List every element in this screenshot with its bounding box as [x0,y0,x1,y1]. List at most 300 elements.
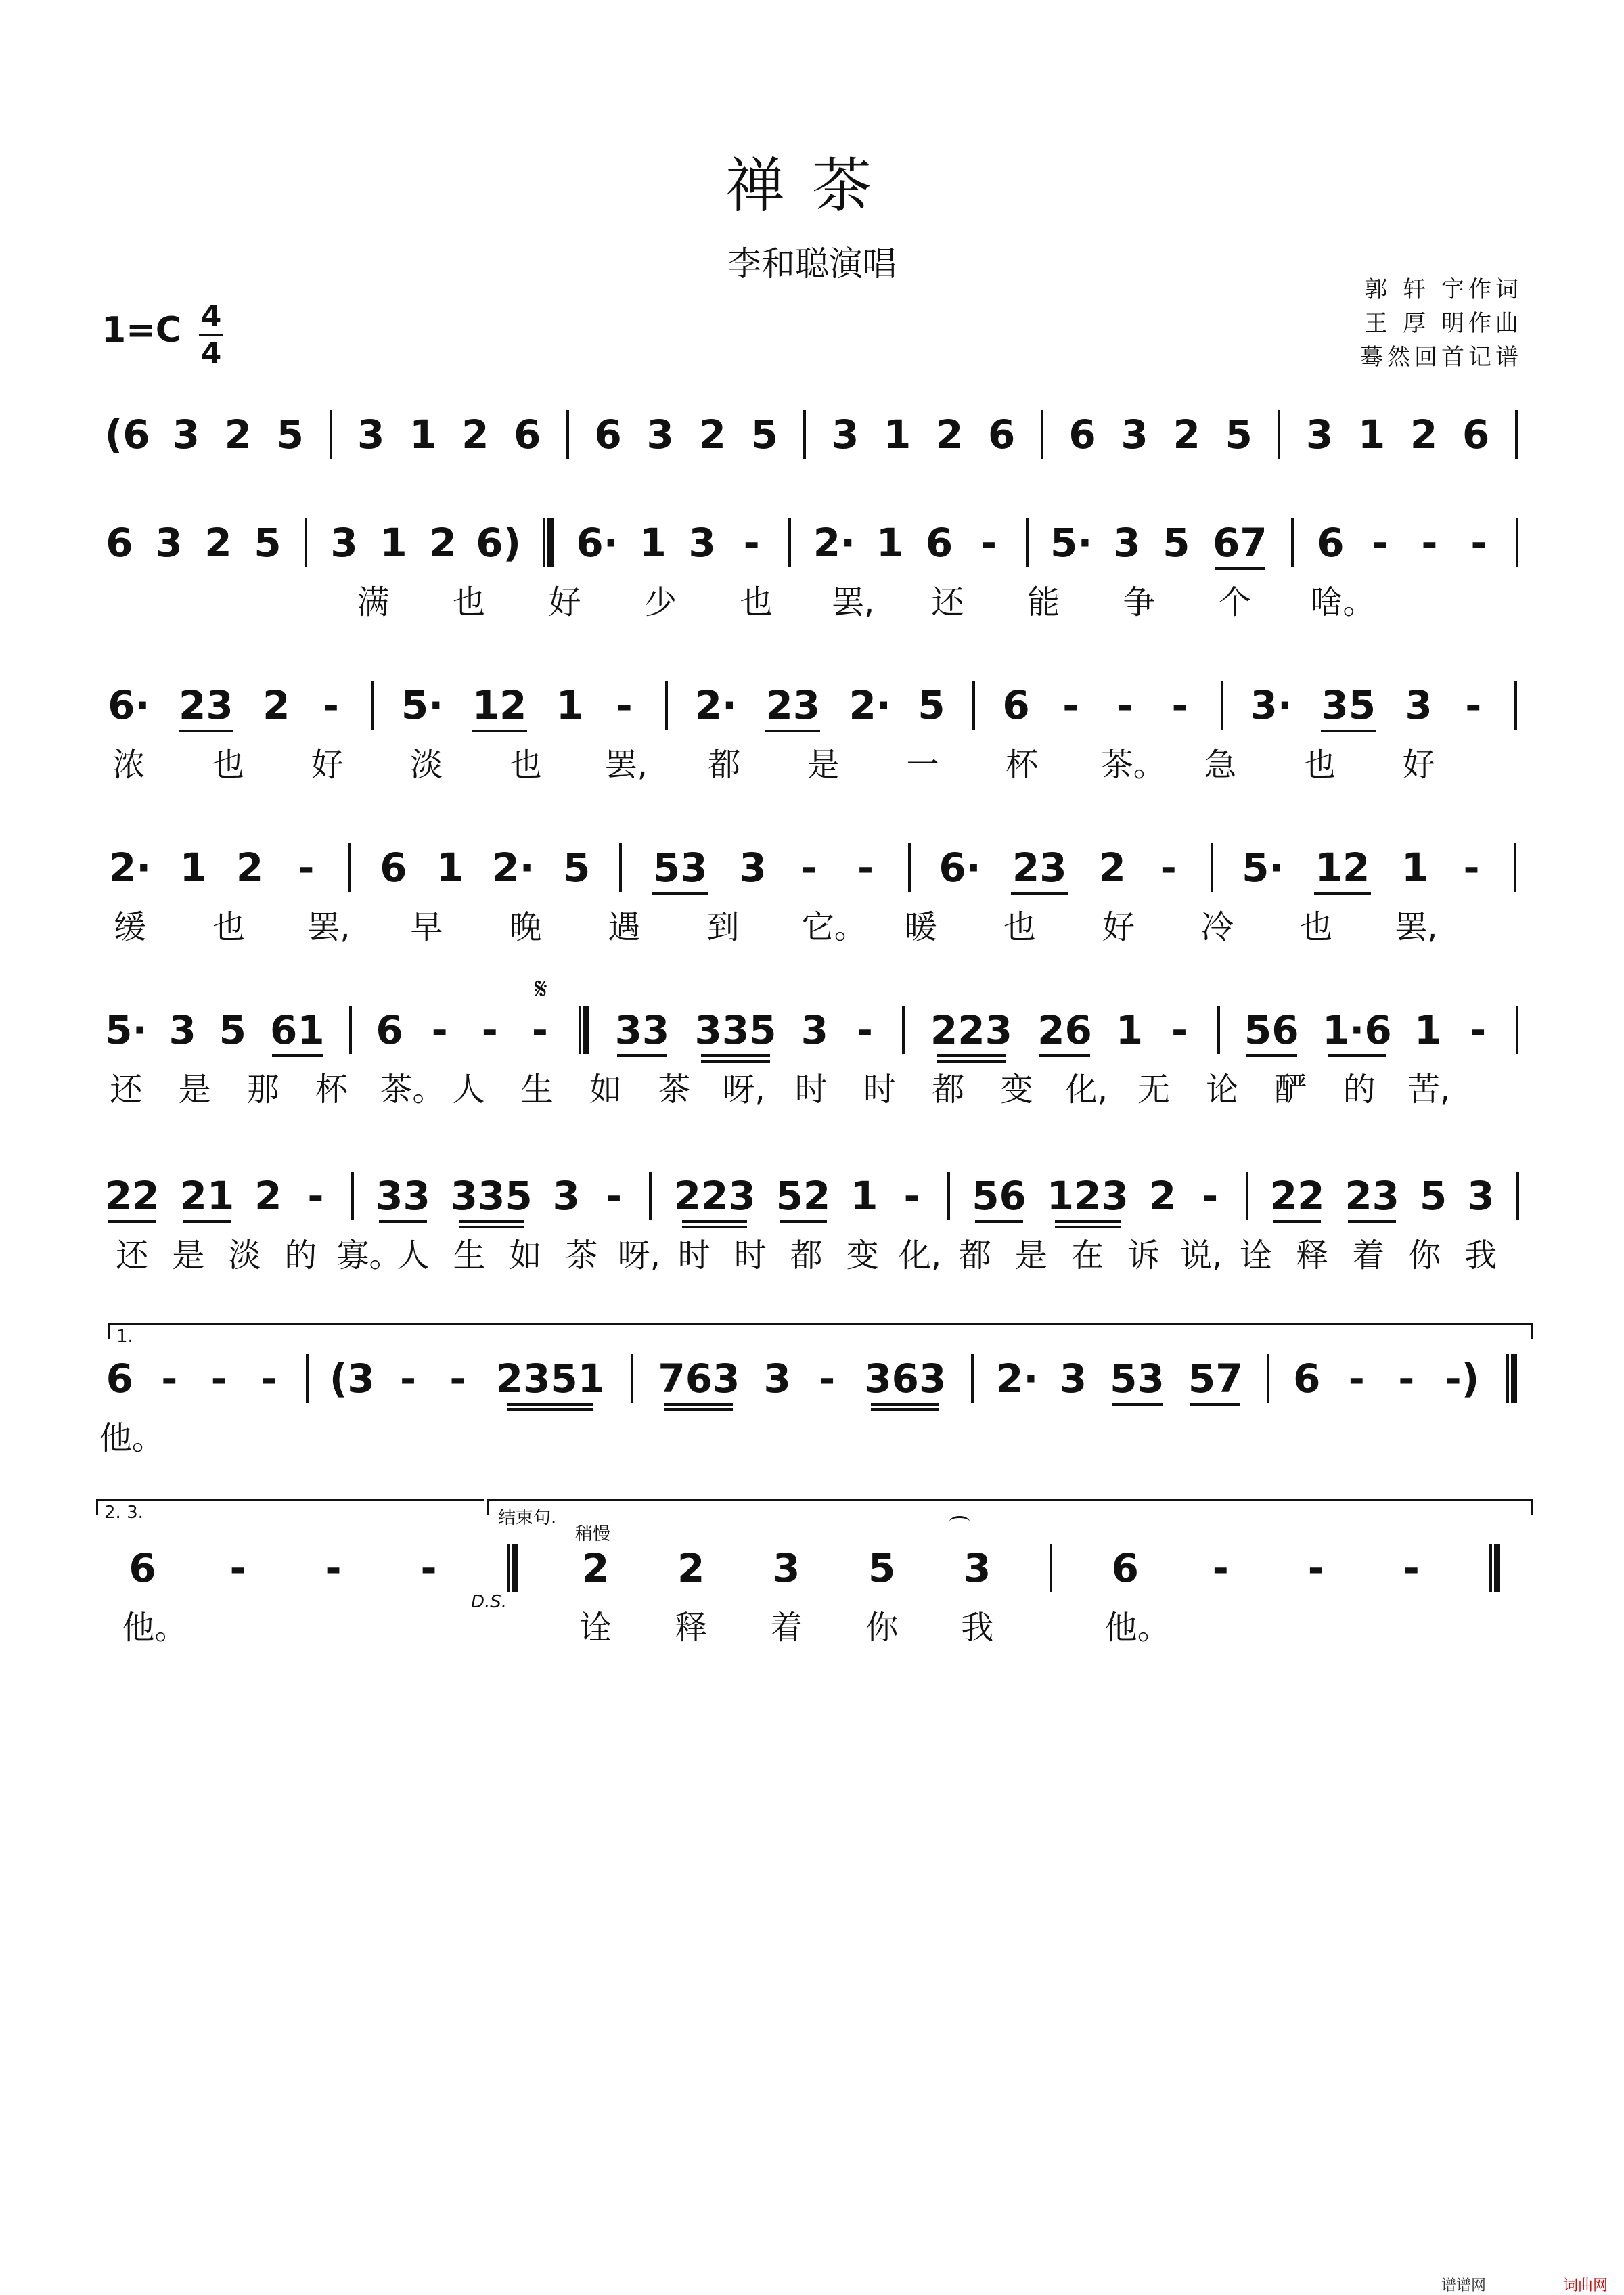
beam-underline [780,1220,828,1223]
note: 3 [964,1545,991,1591]
note: (3 [329,1356,375,1402]
dash-extension: - [1171,1007,1188,1053]
note: 1 [876,520,904,566]
note: 223 [673,1173,756,1219]
lyric-char: 他。 [1104,1609,1170,1647]
dash-extension: - [1470,520,1487,566]
note: 52 [775,1173,831,1219]
note: 223 [930,1007,1012,1053]
note: 2 [582,1545,610,1591]
note: 3 [646,411,674,458]
note: 3 [773,1545,800,1591]
dash-extension: - [481,1007,498,1053]
note: 763 [658,1356,740,1402]
note: 5· [401,682,444,728]
beam-underline [459,1226,524,1228]
dash-extension: - [819,1356,836,1402]
bar-line [1514,681,1517,730]
note: 5 [1225,411,1253,458]
note: 6 [1068,411,1096,458]
lyric-char: 呀, [722,1071,765,1109]
dash-extension: - [307,1173,324,1219]
dash-extension: - [605,1173,623,1219]
note: 1 [883,411,911,458]
beam-underline [1273,1220,1322,1223]
note: 1 [179,845,207,891]
note: 123 [1046,1173,1129,1219]
lyric-char: 好 [548,583,581,621]
lyric-char: 释 [675,1609,708,1647]
beam-underline [459,1220,524,1223]
note: 23 [179,682,233,728]
dash-extension: - [1062,682,1079,728]
lyric-char: 罢, [604,746,648,784]
beam-underline [937,1060,1006,1063]
note: 6 [380,845,407,891]
beam-underline [1321,730,1376,732]
note: 1 [380,520,407,566]
bar-line [371,681,374,730]
note: 3 [1113,520,1141,566]
lyric-char: 诉 [1127,1236,1160,1274]
note: 3 [168,1007,196,1053]
dash-extension: - [1470,1007,1487,1053]
bar-line [1246,1172,1248,1220]
lyric-char: 呀, [617,1236,660,1274]
dash-extension: - [743,520,760,566]
note: 1 [1357,411,1386,458]
lyric-char: 暖 [904,908,937,946]
lyric-char: 缓 [114,908,147,946]
note: 23 [1345,1173,1400,1219]
note: 3 [330,520,358,566]
dash-extension: - [1160,845,1177,891]
note: 2 [254,1173,282,1219]
lyric-char: 也 [1300,908,1333,946]
lyric-char: 都 [932,1071,965,1109]
lyric-char: 诠 [1240,1236,1273,1274]
note: 1 [556,682,584,728]
lyric-char: 好 [1102,908,1135,946]
repeat-end-bar [1506,1354,1517,1403]
note: 3 [1405,682,1433,728]
note: 6 [988,411,1016,458]
beam-underline [1112,1403,1162,1406]
note: 3· [1250,682,1292,728]
beam-underline [379,1220,427,1223]
note: 5 [868,1545,896,1591]
lyric-char: 好 [311,746,344,784]
beam-underline [701,1054,770,1057]
lyric-char: 是 [807,746,840,784]
lyric-char: 还 [931,583,964,621]
bar-line [947,1172,950,1220]
note: 3 [688,520,716,566]
bar-line [1278,410,1280,459]
note: 5 [254,520,281,566]
lyric-char: 时 [863,1071,897,1109]
lyric-char: 那 [246,1071,279,1109]
beam-underline [1190,1403,1240,1406]
beam-underline [179,730,233,732]
dash-extension: - [856,1007,873,1053]
note: 5· [1050,520,1093,566]
note: 12 [472,682,527,728]
beam-underline [652,892,708,895]
lyric-char: 都 [958,1236,991,1274]
note: 3 [739,845,767,891]
dash-extension: - [1348,1356,1365,1402]
note: 23 [1012,845,1067,891]
dash-extension: - [1307,1545,1324,1591]
lyric-char: 茶。 [380,1071,445,1109]
lyric-char: 早 [410,908,443,946]
bar-line [1516,1006,1518,1054]
time-denominator: 4 [200,336,222,371]
lyric-char: 着 [1352,1236,1385,1274]
dash-extension: - [531,1007,548,1053]
bar-line [803,410,806,459]
lyric-char: 在 [1070,1236,1104,1274]
dash-extension: - [322,682,339,728]
note: 6 [129,1545,156,1591]
dash-extension: - [325,1545,342,1591]
note: 3 [1467,1173,1495,1219]
dash-extension: - [420,1545,437,1591]
bar-line [649,1172,652,1220]
bar-line [619,843,622,892]
note: 35 [1321,682,1376,728]
lyric-char: 淡 [228,1236,261,1274]
dash-extension: - [261,1356,277,1402]
beam-underline [765,730,820,732]
note: 6 [1317,520,1345,566]
lyric-char: 也 [1003,908,1036,946]
lyric-char: 寡。 [336,1236,402,1274]
lyric-char: 浓 [112,746,145,784]
dash-extension: - [229,1545,246,1591]
lyric-char: 茶 [658,1071,691,1109]
note: 3 [1121,411,1148,458]
lyric-char: 如 [589,1071,623,1109]
first-ending-bracket [108,1323,1533,1339]
note: 6 [594,411,622,458]
note: 61 [269,1007,325,1053]
note: 6 [376,1007,403,1053]
beam-underline [975,1220,1023,1223]
dash-extension: - [1116,682,1133,728]
lyric-char: 他。 [122,1609,187,1647]
bar-line [330,410,332,459]
note: 3 [155,520,183,566]
tempo-marking: 稍慢 [575,1524,611,1544]
beam-underline [507,1403,593,1406]
lyric-char: 能 [1027,583,1060,621]
lyric-char: 人 [397,1236,430,1274]
note: 12 [1315,845,1370,891]
bar-line [1515,410,1518,459]
dash-extension: - [1465,682,1482,728]
dash-extension: - [210,1356,227,1402]
note: 3 [172,411,200,458]
lyric-char: 也 [212,908,246,946]
note: 2· [108,845,152,891]
lyric-char: 淡 [410,746,443,784]
note: 2 [1098,845,1126,891]
dash-extension: - [1202,1173,1219,1219]
dash-extension: - [1398,1356,1415,1402]
note: 6 [1462,411,1490,458]
note: 5 [918,682,945,728]
dash-extension: - [903,1173,920,1219]
lyric-char: 酽 [1274,1071,1307,1109]
note: 1·6 [1322,1007,1392,1053]
note: 6 [514,411,541,458]
note: 5 [1163,520,1190,566]
bar-line [1211,843,1213,892]
dash-extension: - [1463,845,1480,891]
note: 2 [461,411,489,458]
dash-extension: - [616,682,633,728]
note: 6) [476,520,522,566]
note: 56 [1244,1007,1299,1053]
lyric-char: 释 [1296,1236,1329,1274]
lyric-char: 我 [1464,1236,1497,1274]
beam-underline [1055,1220,1121,1223]
note: 2· [813,520,856,566]
lyric-char: 时 [734,1236,767,1274]
lyric-char: 无 [1137,1071,1171,1109]
note: 6· [576,520,618,566]
note: 3 [800,1007,828,1053]
dash-extension: - [1403,1545,1420,1591]
lyric-char: 好 [1402,746,1435,784]
note: 6 [106,1356,133,1402]
lyric-char: 你 [865,1609,899,1647]
dash-extension: - [298,845,315,891]
lyric-char: 化, [1064,1071,1108,1109]
note: 2 [677,1545,705,1591]
bar-line [349,1006,352,1054]
lyric-char: 罢, [831,583,875,621]
bar-line [1267,1354,1269,1403]
bar-line [304,518,307,567]
beam-underline [507,1408,593,1411]
lyric-char: 你 [1408,1236,1441,1274]
dash-extension: - [800,845,817,891]
note: 2 [429,520,457,566]
note: 1 [1401,845,1429,891]
segno-sign: 𝄋 [535,972,547,1006]
bar-line [1516,1172,1519,1220]
note: 1 [639,520,667,566]
lyric-char: 时 [677,1236,710,1274]
bar-line [1217,1006,1220,1054]
note: 335 [450,1173,533,1219]
dash-extension: - [161,1356,178,1402]
bar-line [1026,518,1029,567]
note: 2· [996,1356,1039,1402]
dash-extension: - [1212,1545,1229,1591]
bar-line [566,410,569,459]
note: 6 [1111,1545,1139,1591]
lyric-char: 啥。 [1310,583,1376,621]
lyric-char: 变 [1000,1071,1033,1109]
transcriber-credit: 蓦然回首记谱 [1360,344,1522,371]
beam-underline [1328,1054,1386,1057]
bar-line [788,518,791,567]
lyric-char: 遇 [608,908,641,946]
note: 6 [925,520,953,566]
beam-underline [183,1220,231,1223]
note: 56 [972,1173,1027,1219]
repeat-start-bar [543,518,554,567]
bar-line [306,1354,309,1403]
lyric-char: 都 [790,1236,823,1274]
note: 3 [357,411,385,458]
lyric-char: 它。 [801,908,867,946]
double-bar-line [507,1544,518,1592]
lyric-char: 也 [453,583,486,621]
note: (6 [104,411,150,458]
lyric-char: 还 [116,1236,149,1274]
lyricist-credit: 郭 轩 宇作词 [1364,276,1522,303]
lyric-char: 时 [794,1071,828,1109]
note: 3 [831,411,859,458]
beam-underline [682,1220,748,1223]
lyric-char: 还 [110,1071,143,1109]
composer-credit: 王 厚 明作曲 [1364,310,1522,337]
note: 21 [179,1173,235,1219]
note: 6· [108,682,150,728]
bar-line [902,1006,905,1054]
note: 6 [1002,682,1030,728]
note: 67 [1212,520,1267,566]
bar-line [1041,410,1043,459]
note: 2 [1409,411,1438,458]
note: 2· [492,845,535,891]
note: 23 [765,682,821,728]
watermark-left: 谱谱网 [1441,2277,1487,2294]
note: 2 [235,845,264,891]
note: 3 [552,1173,580,1219]
note: 26 [1037,1007,1092,1053]
lyric-char: 杯 [1006,746,1039,784]
time-numerator: 4 [200,299,222,334]
beam-underline [1215,567,1265,570]
second-ending-bracket [96,1499,484,1515]
double-bar-line [1489,1544,1500,1592]
note: 2· [694,682,737,728]
note: 3 [1059,1356,1087,1402]
first-ending-label: 1. [116,1327,133,1347]
note: 33 [614,1007,670,1053]
lyric-char: 也 [509,746,542,784]
beam-underline [1348,1220,1396,1223]
key-signature: 1=C [102,310,181,351]
bar-line [1221,681,1223,730]
dash-extension: - [857,845,874,891]
bar-line [1514,843,1516,892]
bar-line [1050,1544,1052,1592]
note: 2 [263,682,290,728]
dash-extension: - [399,1356,417,1402]
bar-line [971,1354,974,1403]
note: 1 [1414,1007,1442,1053]
coda-label: 结束句. [498,1508,557,1528]
dash-extension: - [1171,682,1188,728]
lyric-char: 罢, [307,908,351,946]
note: 53 [652,845,708,891]
note: 1 [851,1173,878,1219]
beam-underline [1246,1054,1297,1057]
lyric-char: 人 [452,1071,485,1109]
coda-bracket [487,1499,1533,1515]
note: 5 [219,1007,247,1053]
beam-underline [664,1403,733,1406]
note: 6 [1293,1356,1321,1402]
note: 2 [224,411,252,458]
bar-line [348,843,351,892]
lyric-char: 诠 [579,1609,612,1647]
time-signature [198,299,225,372]
lyric-char: 一 [906,746,939,784]
lyric-char: 是 [178,1071,211,1109]
note: 1 [409,411,437,458]
lyric-char: 争 [1123,583,1156,621]
song-title: 禅茶 [725,151,899,221]
lyric-char: 罢, [1395,908,1438,946]
note: 2 [204,520,232,566]
lyric-char: 着 [770,1609,803,1647]
note: 363 [864,1356,947,1402]
bar-line [908,843,911,892]
lyric-char: 到 [706,908,740,946]
lyric-char: 也 [1303,746,1336,784]
lyric-char: 个 [1218,583,1251,621]
note: 5· [1242,845,1284,891]
lyric-char: 是 [172,1236,205,1274]
ds-marking: D.S. [471,1592,508,1612]
note: 5· [105,1007,148,1053]
lyric-char: 满 [357,583,390,621]
beam-underline [701,1060,770,1063]
note: 1 [1115,1007,1144,1053]
lyric-char: 冷 [1201,908,1234,946]
note: 57 [1188,1356,1243,1402]
beam-underline [1055,1226,1121,1228]
note: 5 [1419,1173,1447,1219]
note: 5 [563,845,591,891]
lyric-char: 生 [520,1071,554,1109]
note: 2 [1173,411,1200,458]
note: 5 [276,411,304,458]
lyric-char: 少 [644,583,677,621]
dash-extension: - [980,520,997,566]
note: 5 [750,411,778,458]
lyric-char: 变 [846,1236,879,1274]
note: 335 [694,1007,777,1053]
lyric-char: 也 [740,583,773,621]
beam-underline [1314,892,1371,895]
note: 3 [763,1356,791,1402]
fermata-icon [949,1516,970,1528]
note: 6· [939,845,981,891]
dash-extension: - [431,1007,448,1053]
beam-underline [472,730,526,732]
singer-credit: 李和聪演唱 [727,244,897,284]
note: 2 [936,411,964,458]
